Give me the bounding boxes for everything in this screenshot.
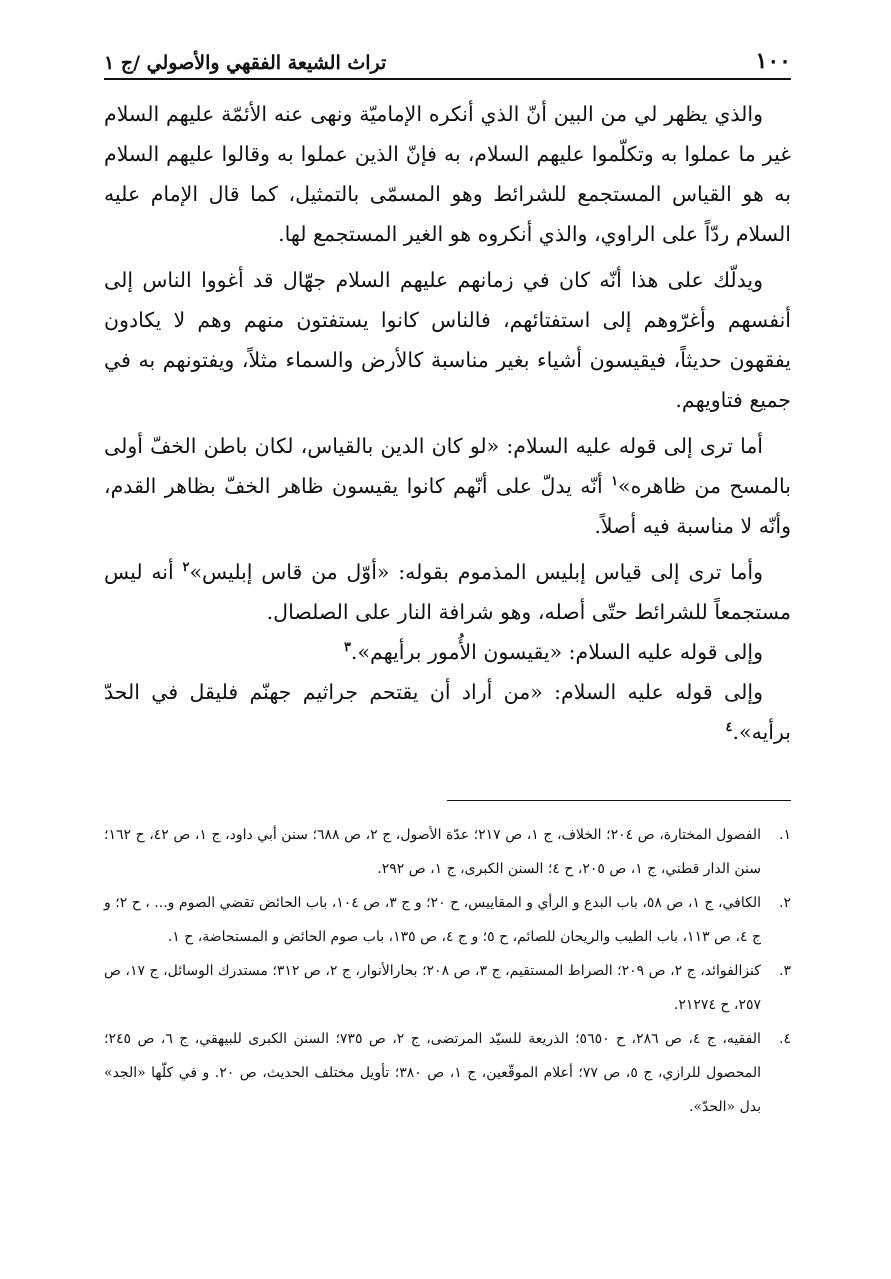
- footnote-3: [104, 954, 791, 1022]
- footnote-ref-1[interactable]: ١: [611, 474, 619, 490]
- paragraph-1: والذي يظهر لي من البين أنّ الذي أنكره الإماميّة ونهى عنه الأئمّة عليهم السلام غير ما عملوا به وتكلّموا عليهم السلام، به فإنّ الذين عملوا به وقالوا عليهم السلام به هو القياس المستجمع للشرائط وهو المسمّى بالتمثيل، كما قال الإمام عليه السلام ردّاً على الراوي، والذي أنكروه هو الغير المستجمع لها.: [104, 102, 791, 246]
- paragraph-5: [104, 632, 791, 672]
- footnote-text: الفصول المختارة، ص ٢٠٤؛ الخلاف، ج ١، ص ٢١٧؛ عدّة الأصول، ج ٢، ص ٦٨٨؛ سنن أبي داود، ج ١، ص ٤٢، ح ١٦٢؛ سنن الدار قطني، ج ١، ص ٢٠٥، ح ٤؛ السنن الكبرى، ج ١، ص ٢٩٢.: [104, 827, 761, 877]
- footnote-number: ٣.: [779, 963, 791, 979]
- page-number: ١٠٠: [755, 48, 791, 74]
- paragraph-6: [104, 672, 791, 752]
- footnote-4: [104, 1022, 791, 1124]
- footnote-text: الكافي، ج ١، ص ٥٨، باب البدع و الرأي و المقاييس، ح ٢٠؛ و ج ٣، ص ١٠٤، باب الحائض تقضي الصوم و... ، ح ٢؛ و ج ٤، ص ١١٣، باب الطيب والريحان للصائم، ح ٥؛ و ج ٤، ص ١٣٥، باب صوم الحائض و المستحاضة، ح ١.: [104, 895, 761, 945]
- paragraph-6-text: وإلى قوله عليه السلام: «من أراد أن يقتحم جراثيم جهنّم فليقل في الحدّ برأيه».: [104, 680, 791, 744]
- footnote-number: ٢.: [779, 895, 791, 911]
- footnote-ref-4[interactable]: ٤: [725, 720, 733, 736]
- footnote-divider: [447, 800, 791, 801]
- paragraph-5-text: وإلى قوله عليه السلام: «يقيسون الأُمور برأيهم».: [350, 640, 763, 664]
- footnote-ref-2[interactable]: ٢: [182, 560, 190, 576]
- footnotes: [104, 818, 791, 1124]
- footnote-text: كنزالفوائد، ج ٢، ص ٢٠٩؛ الصراط المستقيم، ج ٣، ص ٢٠٨؛ بحارالأنوار، ج ٢، ص ٣١٢؛ مستدرك الوسائل، ج ١٧، ص ٢٥٧، ح ٢١٢٧٤.: [104, 963, 761, 1013]
- book-title: تراث الشيعة الفقهي والأصولي /ج ١: [104, 52, 387, 74]
- footnote-1: [104, 818, 791, 886]
- main-text: [104, 94, 791, 752]
- footnote-2: [104, 886, 791, 954]
- paragraph-3: [104, 426, 791, 546]
- paragraph-2: ويدلّك على هذا أنّه كان في زمانهم عليهم السلام جهّال قد أغووا الناس إلى أنفسهم وأغرّوهم إلى استفتائهم، فالناس كانوا يستفتون منهم وهم لا يكادون يفقهون حديثاً، فيقيسون أشياء بغير مناسبة كالأرض والسماء مثلاً، ويفتونهم به في جميع فتاويهم.: [104, 268, 791, 412]
- paragraph-4-text-b: أنه ليس مستجمعاً للشرائط حتّى أصله، وهو شرافة النار على الصلصال.: [104, 560, 791, 624]
- paragraph-4-text-a: وأما ترى إلى قياس إبليس المذموم بقوله: «أوّل من قاس إبليس»: [189, 560, 763, 584]
- footnote-ref-3[interactable]: ٣: [343, 640, 351, 656]
- paragraph-3-text-a: أما ترى إلى قوله عليه السلام: «لو كان الدين بالقياس، لكان باطن الخفّ أولى بالمسح من ظاهره»: [104, 434, 792, 498]
- running-header: [104, 36, 791, 80]
- paragraph-4: [104, 552, 791, 632]
- footnote-text: الفقيه، ج ٤، ص ٢٨٦، ح ٥٦٥٠؛ الذريعة للسيّد المرتضى، ج ٢، ص ٧٣٥؛ السنن الكبرى للبيهقي، ج ٦، ص ٢٤٥؛ المحصول للرازي، ج ٥، ص ٧٧؛ أعلام الموقّعين، ج ١، ص ٣٨٠؛ تأويل مختلف الحديث، ص ٢٠. و في كلّها «الجد» بدل «الحدّ».: [104, 1031, 761, 1115]
- footnote-number: ١.: [779, 827, 791, 843]
- footnote-number: ٤.: [779, 1031, 791, 1047]
- paragraph-3-text-b: أنّه يدلّ على أنّهم كانوا يقيسون ظاهر الخفّ بظاهر القدم، وأنّه لا مناسبة فيه أصلاً.: [104, 474, 791, 538]
